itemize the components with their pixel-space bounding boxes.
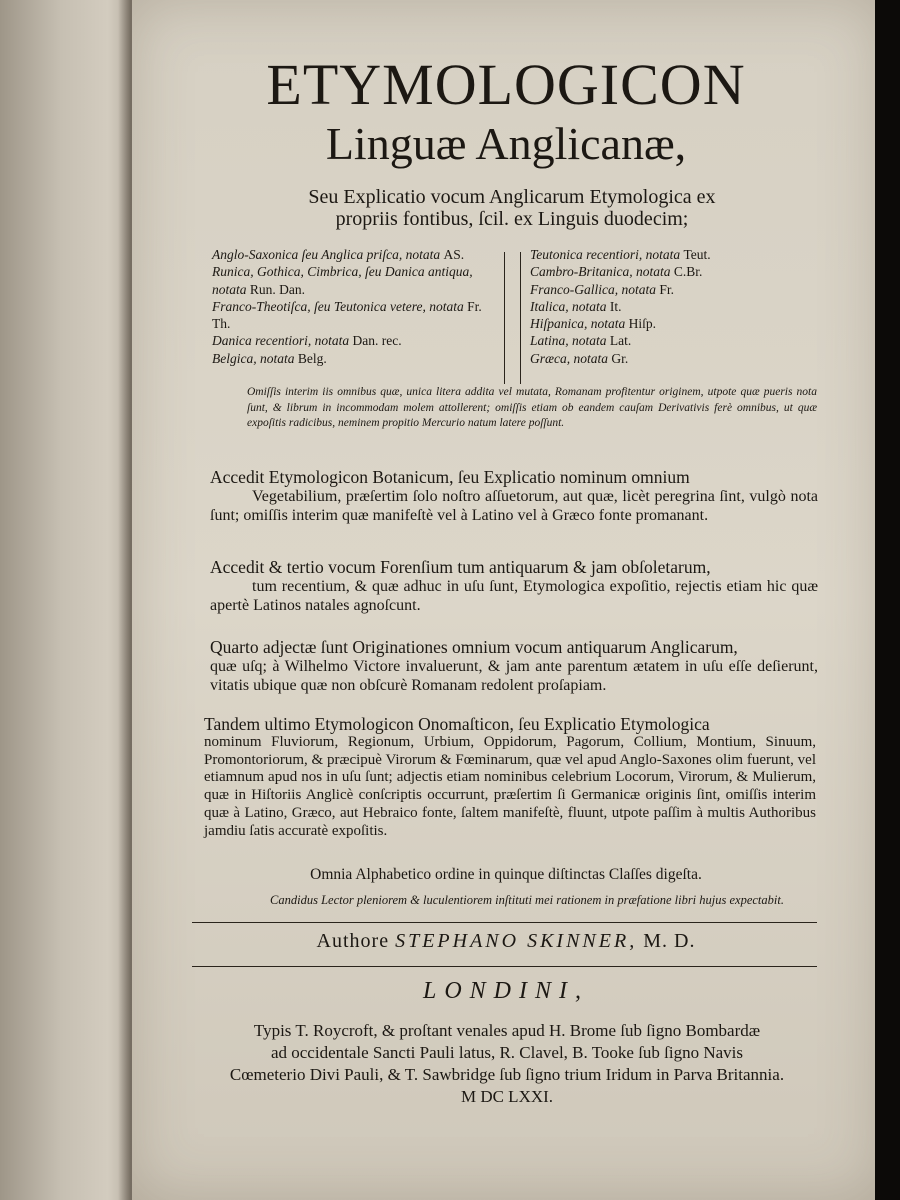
place-of-publication: LONDINI, — [422, 978, 589, 1004]
language-item: Belgica, notata Belg. — [212, 350, 327, 366]
language-item: Hiſpanica, notata Hiſp. — [530, 316, 657, 332]
language-item: Latina, notata Lat. — [530, 333, 632, 349]
main-title: ETYMOLOGICON — [266, 52, 746, 117]
omissions-note: Omiſſis interim iis omnibus quæ, unica litera addita vel mutata, Romanam profitentur originem, utpote quæ pueris nota ſunt, & librum in incommodam molem attollerent; omiſſis etiam ob eandem cauſam Derivativis ferè omnibus, ut quæ expoſitis radicibus, neminem propitio Mercurio natum latere poſſunt. — [247, 386, 817, 430]
divider-top — [192, 922, 817, 923]
language-item: Cambro-Britanica, notata C.Br. — [530, 264, 703, 280]
classes-line: Omnia Alphabetico ordine in quinque diſtinctas Claſſes digeſta. — [310, 866, 702, 883]
imprint-block — [182, 1020, 832, 1108]
brace-left — [504, 252, 515, 384]
paragraph-forensium: Accedit & tertio vocum Forenſium tum antiquarum & jam obſoletarum, tum recentium, & quæ adhuc in uſu ſunt, Etymologica expoſitio, rejectis etiam hic quæ apertè Latinos natales agnoſcunt. — [210, 557, 818, 614]
language-item: Teutonica recentiori, notata Teut. — [530, 247, 711, 262]
languages-right-list — [530, 246, 820, 367]
imprint-line-1: Typis T. Roycroft, & proſtant venales apud H. Brome ſub ſigno Bombardæ — [253, 1021, 761, 1040]
subtitle-line-2: propriis fontibus, ſcil. ex Linguis duodecim; — [335, 208, 689, 230]
right-edge-shadow — [875, 0, 900, 1200]
paragraph-botanicum: Accedit Etymologicon Botanicum, ſeu Explicatio nominum omnium Vegetabilium, præſertim ſolo noſtro aſſuetorum, aut quæ, licèt peregrina ſint, vulgò nota ſunt; omiſſis interim quæ manifeſtè vel à Latino vel à Græco fonte promanant. — [210, 467, 818, 524]
divider-bottom — [192, 966, 817, 967]
language-item: Franco-Gallica, notata Fr. — [530, 281, 674, 297]
language-item: Italica, notata It. — [530, 298, 622, 314]
language-item: Danica recentiori, notata Dan. rec. — [212, 333, 402, 349]
paragraph-onomasticon: Tandem ultimo Etymologicon Onomaſticon, ſeu Explicatio Etymologica nominum Fluviorum, Regionum, Urbium, Oppidorum, Pagorum, Collium, Montium, Sinuum, Promontoriorum, & præcipuè Virorum & Fœminarum, quæ vel apud Anglo-Saxones olim fuerunt, vel etiamnum apud nos in uſu ſunt; adjectis etiam nominibus celebrium Locorum, Virorum, & Mulierum, quæ in Hiſtoriis Anglicè conſcriptis occurrunt, præſertim ſi Germanicæ originis ſint, omiſſis interim quæ à Latino, Græco, aut Hebraico fonte, ſaltem manifeſtè, fluunt, utpote paſſim à multis Authoribus jamdiu ſatis accuratè expoſitis. — [204, 714, 816, 839]
imprint-year: M DC LXXI. — [460, 1087, 554, 1106]
title-page — [132, 0, 880, 1200]
imprint-line-3: Cœmeterio Divi Pauli, & T. Sawbridge ſub ſigno trium Iridum in Parva Britannia. — [229, 1065, 785, 1084]
imprint-line-2: ad occidentale Sancti Pauli latus, R. Clavel, B. Tooke ſub ſigno Navis — [270, 1043, 744, 1062]
reader-note: Candidus Lector pleniorem & luculentiorem inſtituti mei rationem in præfatione libri hujus expectabit. — [270, 893, 784, 907]
language-item: Franco-Theotiſca, ſeu Teutonica vetere, notata Fr. Th. — [212, 298, 482, 332]
subtitle-block — [212, 186, 812, 230]
sub-title: Linguæ Anglicanæ, — [325, 118, 687, 169]
language-item: Græca, notata Gr. — [530, 350, 629, 366]
languages-left-list — [212, 246, 497, 367]
language-item: Runica, Gothica, Cimbrica, ſeu Danica antiqua, notata Run. Dan. — [212, 264, 473, 297]
subtitle-line-1: Seu Explicatio vocum Anglicarum Etymologica ex — [308, 186, 716, 208]
paragraph-originationes: Quarto adjectæ ſunt Originationes omnium vocum antiquarum Anglicarum, quæ uſq; à Wilhelmo Victore invaluerunt, & jam ante parentum ætatem in uſu eſſe deſierunt, vitatis ubique quæ non obſcurè Romanam redolent proſapiam. — [210, 637, 818, 694]
left-page-edge — [0, 0, 135, 1200]
author-line: Authore STEPHANO SKINNER, M. D. — [316, 930, 696, 952]
language-item: Anglo-Saxonica ſeu Anglica priſca, notata AS. — [212, 247, 465, 262]
